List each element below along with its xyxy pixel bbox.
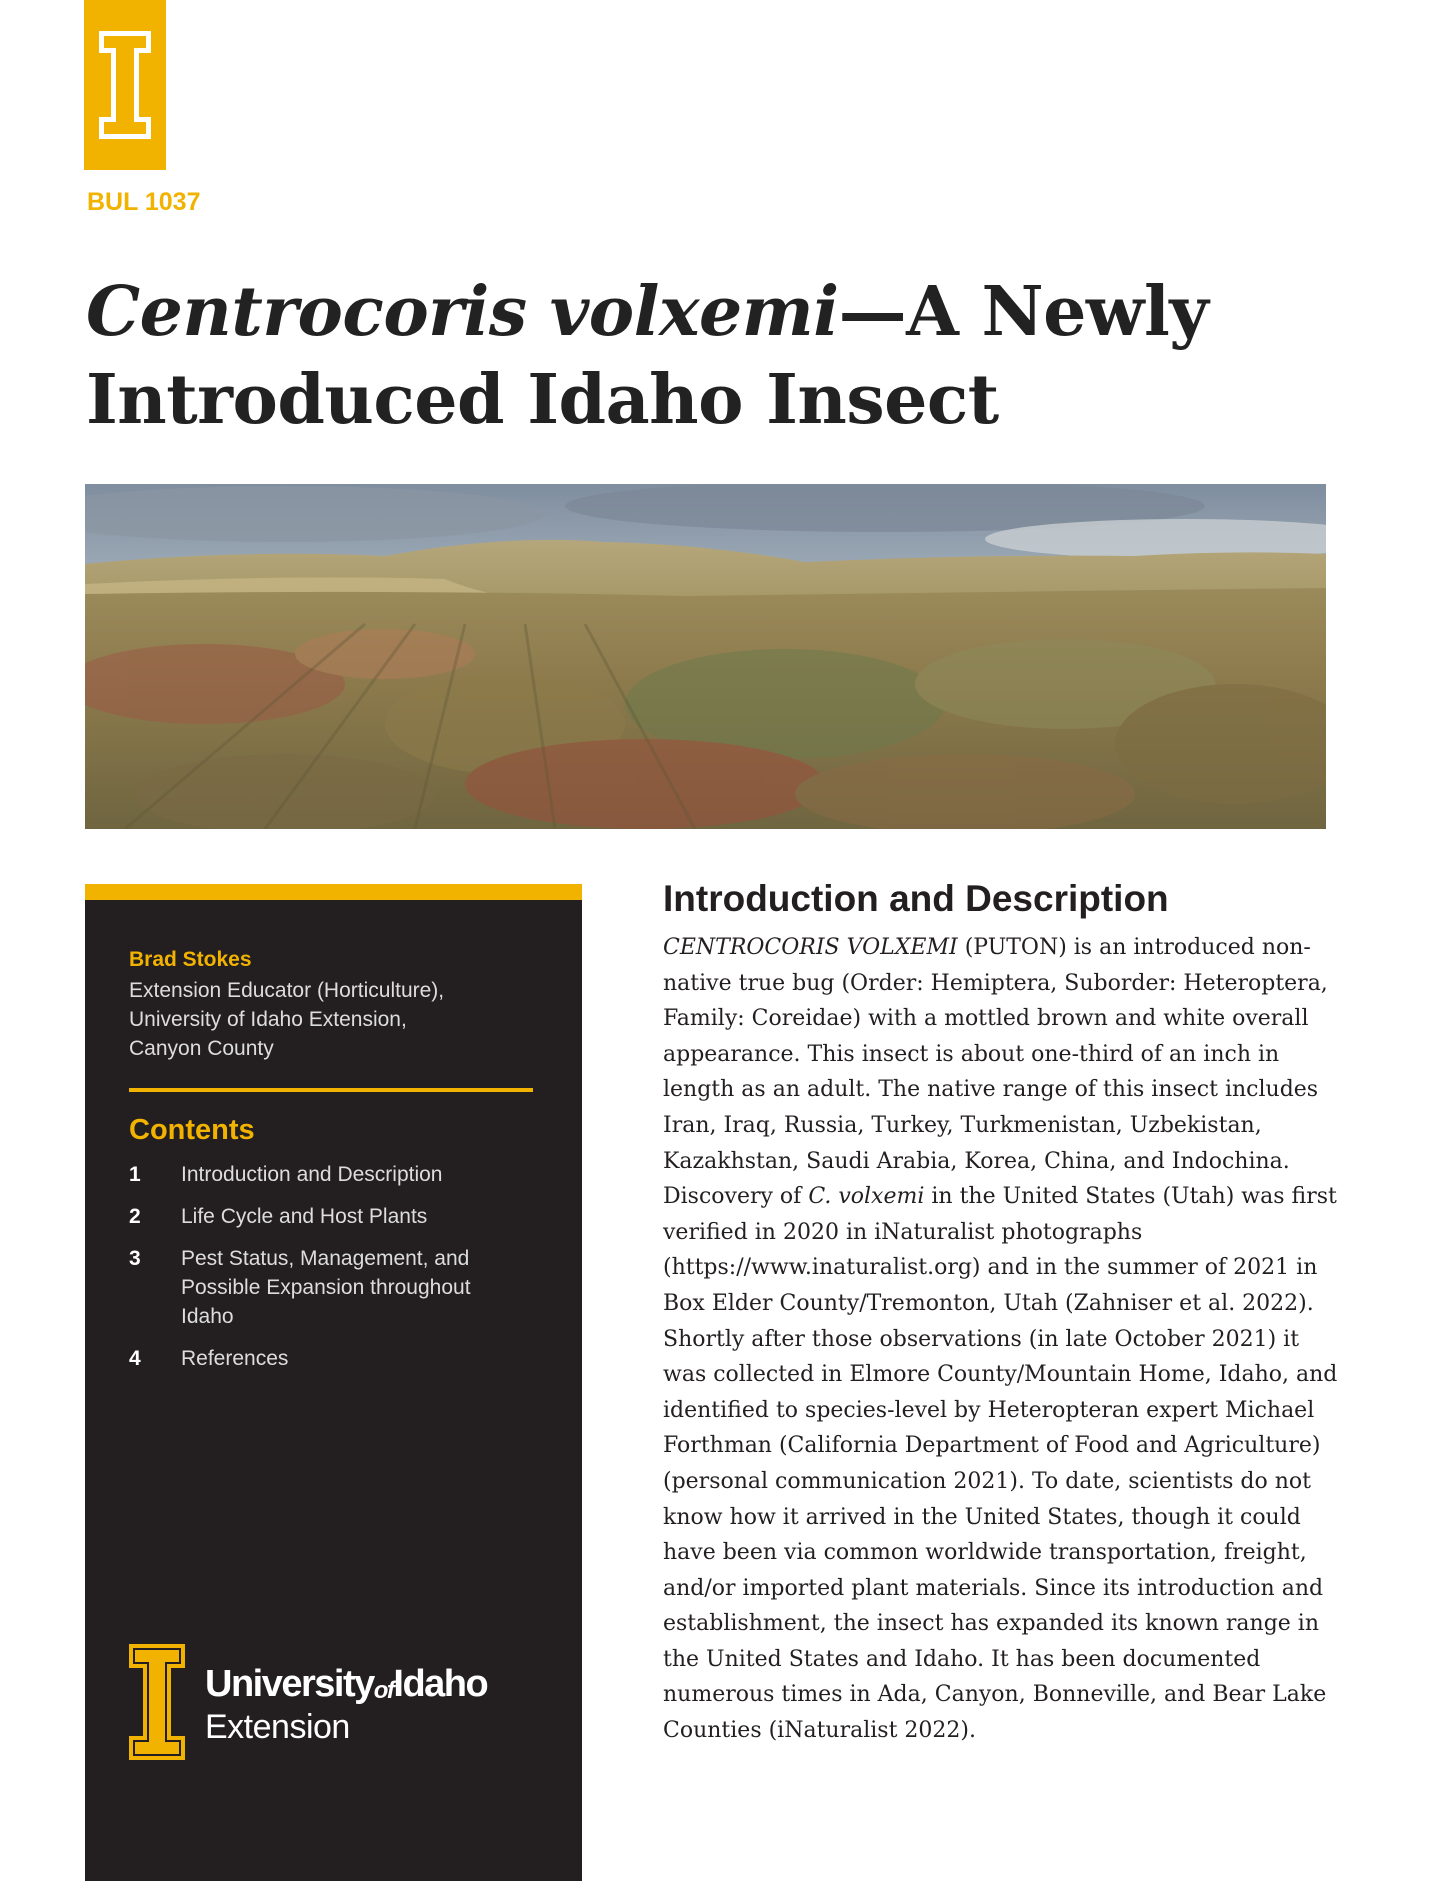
toc-number: 4 [129, 1347, 141, 1370]
table-of-contents [129, 1160, 549, 1386]
toc-item[interactable] [129, 1244, 549, 1331]
contents-heading: Contents [129, 1114, 255, 1146]
author-title [129, 976, 529, 1063]
intro-text-part2: in the United States (Utah) was first verified in 2020 in iNaturalist photographs (https://www.inaturalist.org) and in the summer of 2021 in Box Elder County/Tremonton, Utah (Zahniser et al. 2022). Shortly after those observations (in late October 2021) it was collected in Elmore County/Mountain Home, Idaho, and identified to species-level by Heteropteran expert Michael Forthman (California Department of Food and Agriculture) (personal communication 2021). To date, scientists do not know how it arrived in the United States, though it could have been via common worldwide transportation, freight, and/or imported plant materials. Since its introduction and establishment, the insect has expanded its known range in the United States and Idaho. It has been documented numerous times in Ada, Canyon, Bonneville, and Bear Lake Counties (iNaturalist 2022). [663, 1184, 1338, 1744]
block-i-icon [95, 25, 155, 145]
author-name: Brad Stokes [129, 948, 252, 971]
title-rest-line1: —A Newly [838, 272, 1209, 352]
species-name-caps: CENTROCORIS VOLXEMI [663, 935, 958, 960]
toc-item[interactable] [129, 1202, 549, 1231]
section-heading: Introduction and Description [663, 878, 1169, 919]
author-title-line: University of Idaho Extension, [129, 1008, 407, 1031]
intro-paragraph [663, 930, 1343, 1749]
block-i-icon [129, 1644, 185, 1760]
toc-number: 1 [129, 1163, 141, 1186]
university-of-idaho-extension-logo [127, 1642, 547, 1767]
logo-text-of: of [373, 1677, 394, 1704]
author-title-line: Canyon County [129, 1037, 274, 1060]
logo-text-university: University [205, 1663, 374, 1705]
toc-number: 3 [129, 1247, 141, 1270]
toc-number: 2 [129, 1205, 141, 1228]
svg-text:UniversityofIdaho [205, 1663, 488, 1705]
university-i-logo-top [84, 0, 166, 170]
species-name-short: C. volxemi [808, 1184, 925, 1210]
sidebar-accent-bar [85, 884, 582, 900]
sidebar-divider [129, 1088, 533, 1092]
author-title-line: Extension Educator (Horticulture), [129, 979, 445, 1002]
title-line2: Introduced Idaho Insect [86, 360, 999, 440]
intro-text-part1: (PUTON) is an introduced non-native true bug (Order: Hemiptera, Suborder: Heteroptera, Family: Coreidae) with a mottled brown and white overall appearance. This insect is about one-third of an inch in length as an adult. The native range of this insect includes Iran, Iraq, Russia, Turkey, Turkmenistan, Uzbekistan, Kazakhstan, Saudi Arabia, Korea, China, and Indochina. Discovery of [663, 935, 1328, 1210]
field-photo [85, 484, 1326, 829]
toc-item[interactable] [129, 1344, 549, 1373]
title-species: Centrocoris volxemi [86, 272, 839, 352]
toc-label: References [181, 1347, 289, 1370]
logo-text-idaho: Idaho [393, 1663, 488, 1705]
toc-label: Pest Status, Management, and Possible Expansion throughout Idaho [181, 1247, 471, 1328]
page-title [86, 268, 1386, 444]
sidebar [85, 884, 582, 1881]
logo-text-extension: Extension [205, 1708, 350, 1746]
toc-label: Life Cycle and Host Plants [181, 1205, 428, 1228]
toc-label: Introduction and Description [181, 1163, 443, 1186]
bulletin-number: BUL 1037 [87, 188, 201, 216]
toc-item[interactable] [129, 1160, 549, 1189]
